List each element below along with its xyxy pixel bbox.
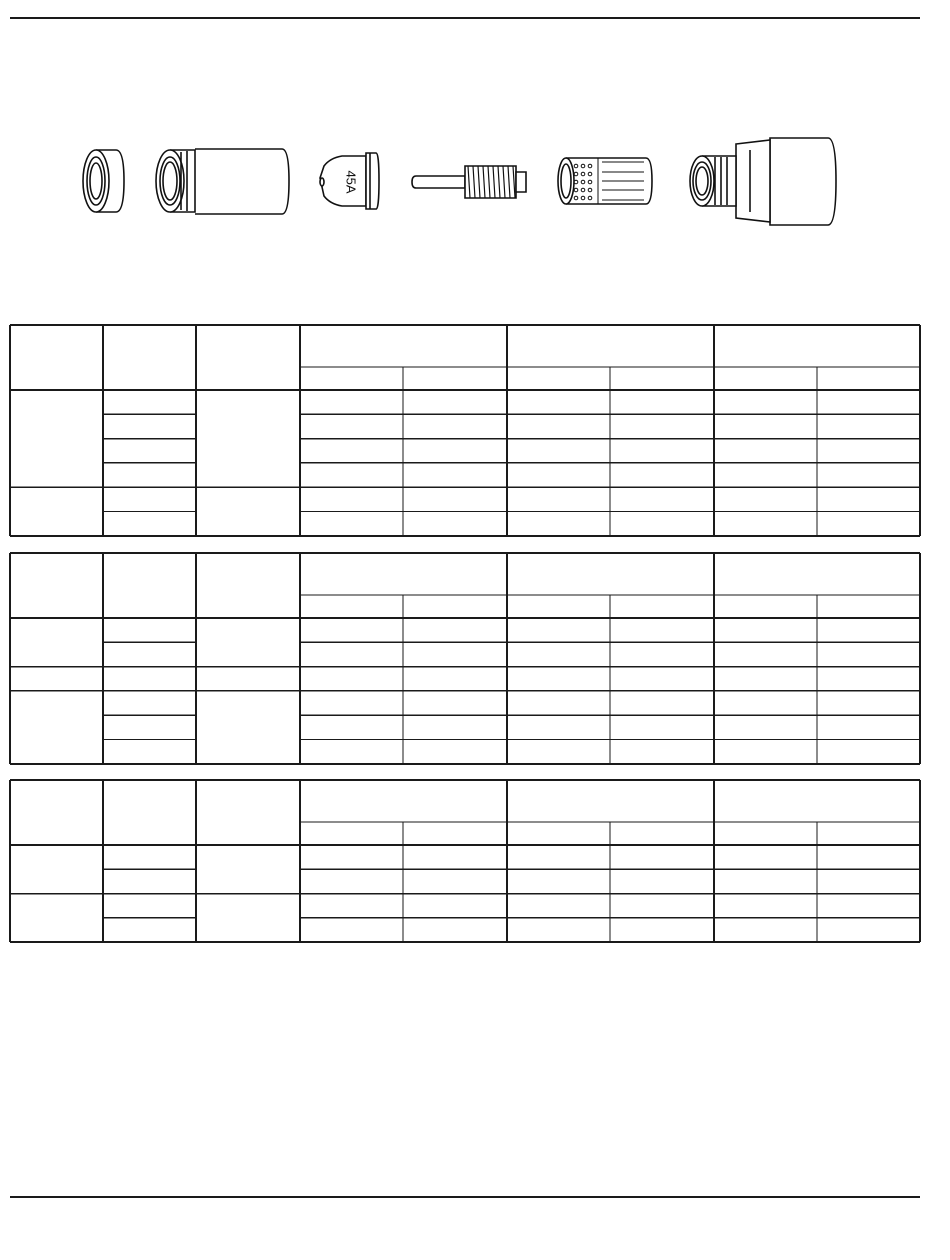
- swirl-ring-part: [558, 158, 652, 204]
- consumable-parts-illustration: [0, 120, 950, 250]
- parts-table-3: [10, 780, 920, 942]
- shield-part: [83, 150, 124, 212]
- retaining-cap-part: [156, 149, 289, 214]
- bottom-rule: [10, 1196, 920, 1198]
- parts-table-1: [10, 325, 920, 536]
- torch-head-part: [690, 138, 836, 225]
- electrode-part: [412, 166, 526, 198]
- top-rule: [10, 17, 920, 19]
- nozzle-amperage-label: 45A: [343, 170, 359, 194]
- parts-table-2: [10, 553, 920, 764]
